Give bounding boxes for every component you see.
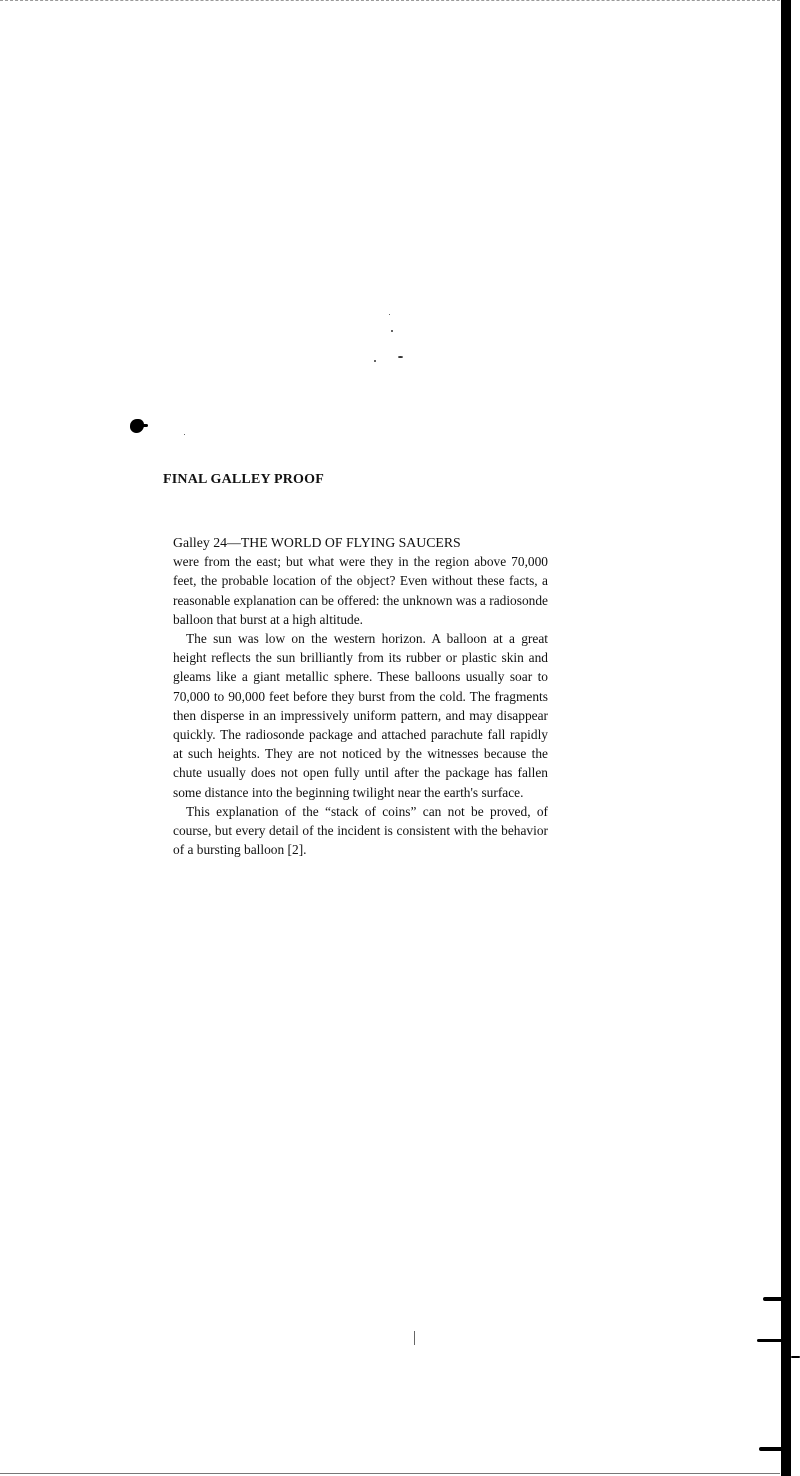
final-galley-proof-label: FINAL GALLEY PROOF xyxy=(163,472,324,487)
scan-edge-tick xyxy=(757,1339,783,1342)
scan-speck xyxy=(391,330,393,332)
scan-edge-tick xyxy=(759,1447,783,1451)
ink-blot xyxy=(130,419,144,433)
scan-speck xyxy=(374,360,376,362)
galley-heading: Galley 24—THE WORLD OF FLYING SAUCERS xyxy=(173,535,461,550)
scan-bottom-edge xyxy=(0,1473,780,1474)
scan-right-edge-bar xyxy=(781,0,791,1476)
scan-speck xyxy=(414,1331,415,1345)
scan-edge-tick xyxy=(791,1356,800,1358)
body-paragraph: The sun was low on the western horizon. A balloon at a great height reflects the sun brilliantly from its rubber or plastic skin and gleams like a giant metallic sphere. These balloons usually soar to 70,000 to 90,000 feet before they burst from the cold. The fragments then disperse in an impressively uniform pattern, and may disappear quickly. The radiosonde package and attached parachute fall rapidly at such heights. They are not noticed by the witnesses because the chute usually does not open fully until after the package has fallen some distance into the beginning twilight near the earth's surface. xyxy=(173,631,548,800)
body-paragraph: were from the east; but what were they in the region above 70,000 feet, the probable location of the object? Even without these facts, a reasonable explanation can be offered: the unknown was a radiosonde balloon that burst at a high altitude. xyxy=(173,554,548,627)
body-paragraph: This explanation of the “stack of coins” can not be proved, of course, but every detail of the incident is consistent with the behavior of a bursting balloon [2]. xyxy=(173,803,548,858)
galley-text-block xyxy=(173,533,548,859)
scan-speck xyxy=(389,314,390,315)
scan-edge-tick xyxy=(763,1297,785,1301)
scan-speck xyxy=(398,356,403,358)
scan-top-edge xyxy=(0,0,780,4)
scan-speck xyxy=(184,434,185,435)
